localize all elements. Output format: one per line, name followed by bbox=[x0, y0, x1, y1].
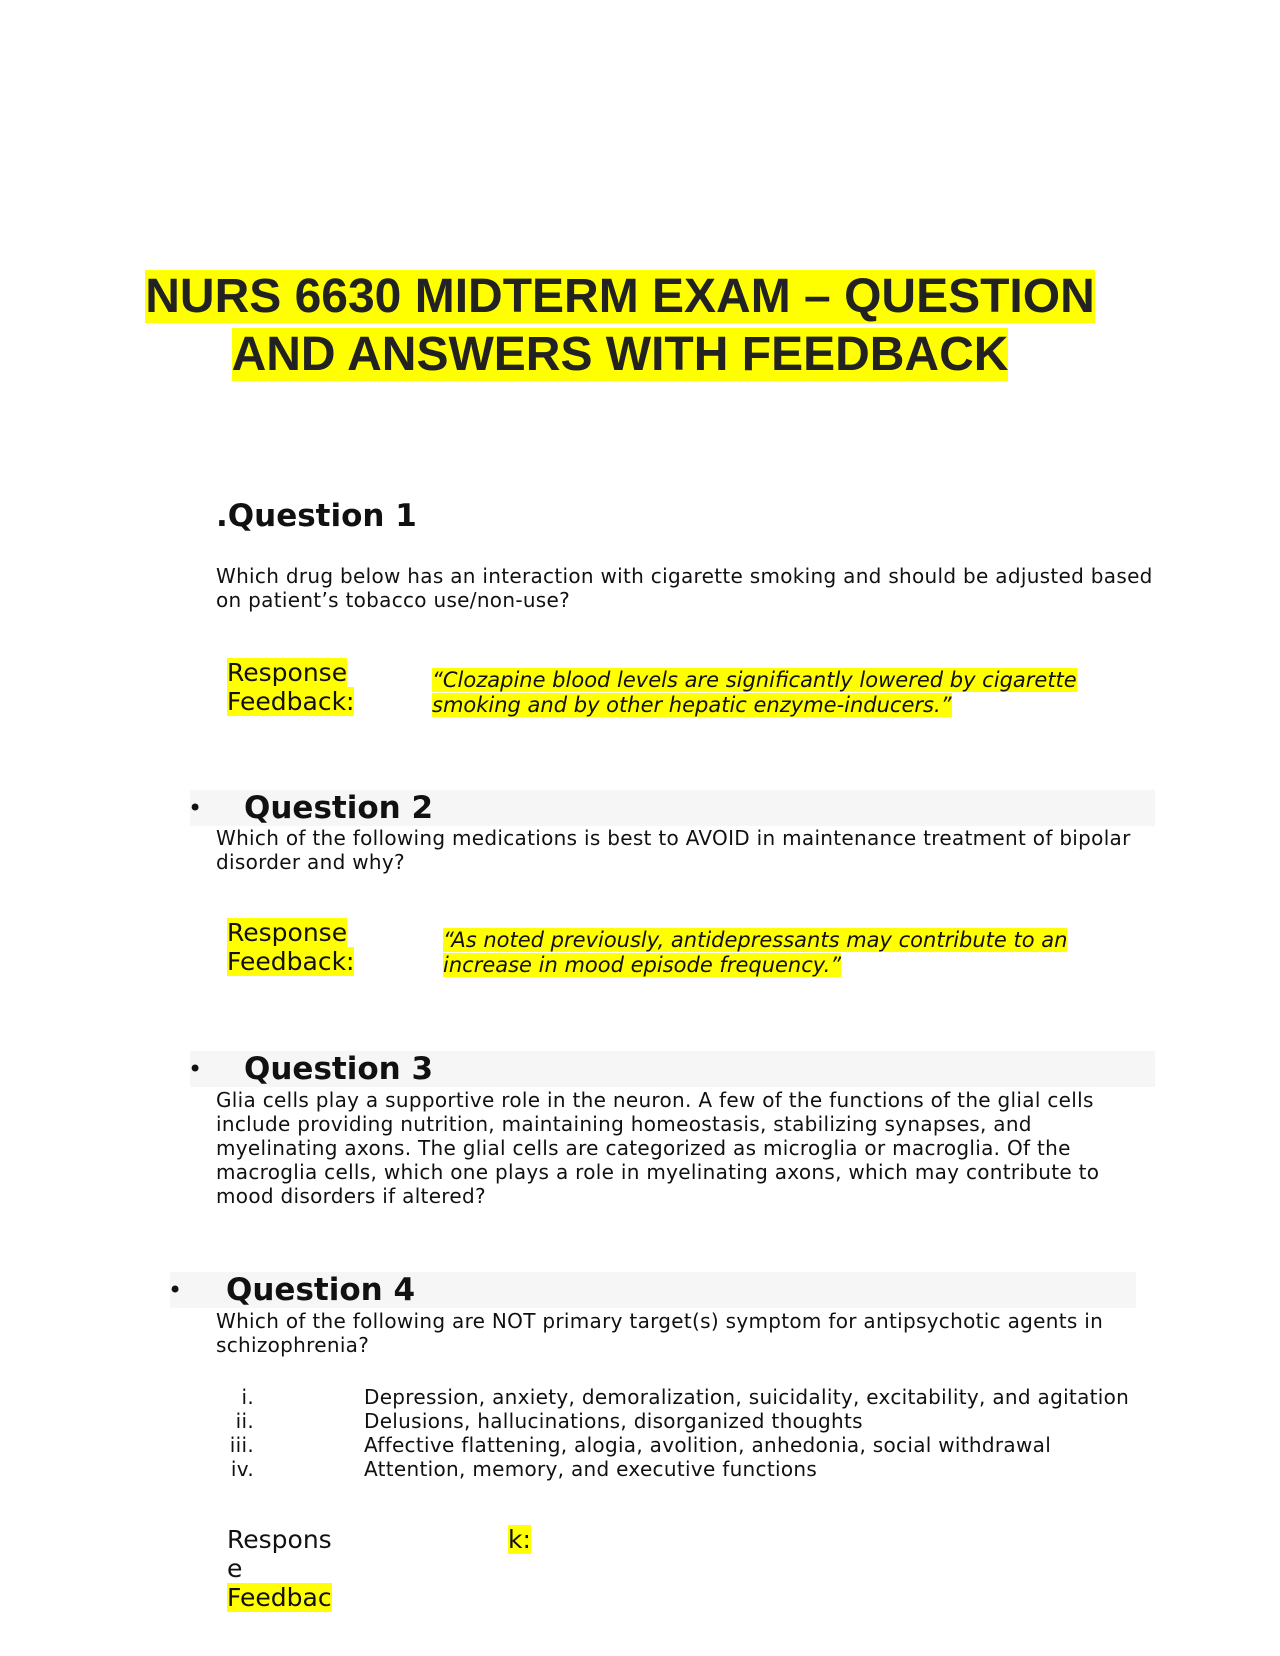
option-item bbox=[216, 1433, 1156, 1457]
document-title-line-2: AND ANSWERS WITH FEEDBACK bbox=[231, 328, 1009, 381]
document-title bbox=[100, 268, 1140, 384]
question-1-response-label: Response Feedback: bbox=[227, 658, 355, 716]
question-4-options bbox=[216, 1385, 1156, 1481]
option-number: iv. bbox=[230, 1457, 254, 1481]
question-2-bullet: • bbox=[188, 794, 203, 822]
option-text: Depression, anxiety, demoralization, suicidality, excitability, and agitation bbox=[364, 1385, 1130, 1409]
question-2-text: Which of the following medications is best to AVOID in maintenance treatment of bipolar disorder and why? bbox=[216, 826, 1131, 874]
option-item bbox=[216, 1409, 1156, 1433]
option-item bbox=[216, 1385, 1156, 1409]
option-text: Attention, memory, and executive functions bbox=[364, 1457, 818, 1481]
option-text: Delusions, hallucinations, disorganized thoughts bbox=[364, 1409, 863, 1433]
question-2-heading: Question 2 bbox=[244, 790, 434, 826]
option-text: Affective flattening, alogia, avolition, anhedonia, social withdrawal bbox=[364, 1433, 1052, 1457]
question-2-response-label: Response Feedback: bbox=[227, 918, 355, 976]
question-1-feedback: “Clozapine blood levels are significantly lowered by cigarette smoking and by other hepatic enzyme-inducers.” bbox=[432, 668, 1077, 717]
question-1-text: Which drug below has an interaction with cigarette smoking and should be adjusted based on patient’s tobacco use/non-use? bbox=[216, 564, 1153, 612]
document-title-line-1: NURS 6630 MIDTERM EXAM – QUESTION bbox=[145, 270, 1095, 323]
question-3-bullet: • bbox=[188, 1055, 203, 1083]
question-2-feedback: “As noted previously, antidepressants may contribute to an increase in mood episode frequency.” bbox=[443, 928, 1068, 977]
option-number: iii. bbox=[229, 1433, 254, 1457]
question-3-text: Glia cells play a supportive role in the neuron. A few of the functions of the glial cells include providing nutrition, maintaining homeostasis, stabilizing synapses, and myelinating axons. The glial cells are categorized as microglia or macroglia. Of the macroglia cells, which one plays a role in myelinating axons, which may contribute to mood disorders if altered? bbox=[216, 1088, 1100, 1208]
question-4-response-label-tail: k: bbox=[508, 1525, 531, 1554]
question-4-bullet: • bbox=[168, 1276, 183, 1304]
option-item bbox=[216, 1457, 1156, 1481]
question-4-heading: Question 4 bbox=[226, 1272, 416, 1308]
option-number: i. bbox=[241, 1385, 254, 1409]
question-4-response-label: Respons e Feedbac bbox=[227, 1525, 332, 1612]
option-number: ii. bbox=[235, 1409, 254, 1433]
question-3-heading: Question 3 bbox=[244, 1051, 434, 1087]
question-4-text: Which of the following are NOT primary target(s) symptom for antipsychotic agents in schizophrenia? bbox=[216, 1309, 1104, 1357]
question-1-heading: .Question 1 bbox=[216, 498, 417, 534]
